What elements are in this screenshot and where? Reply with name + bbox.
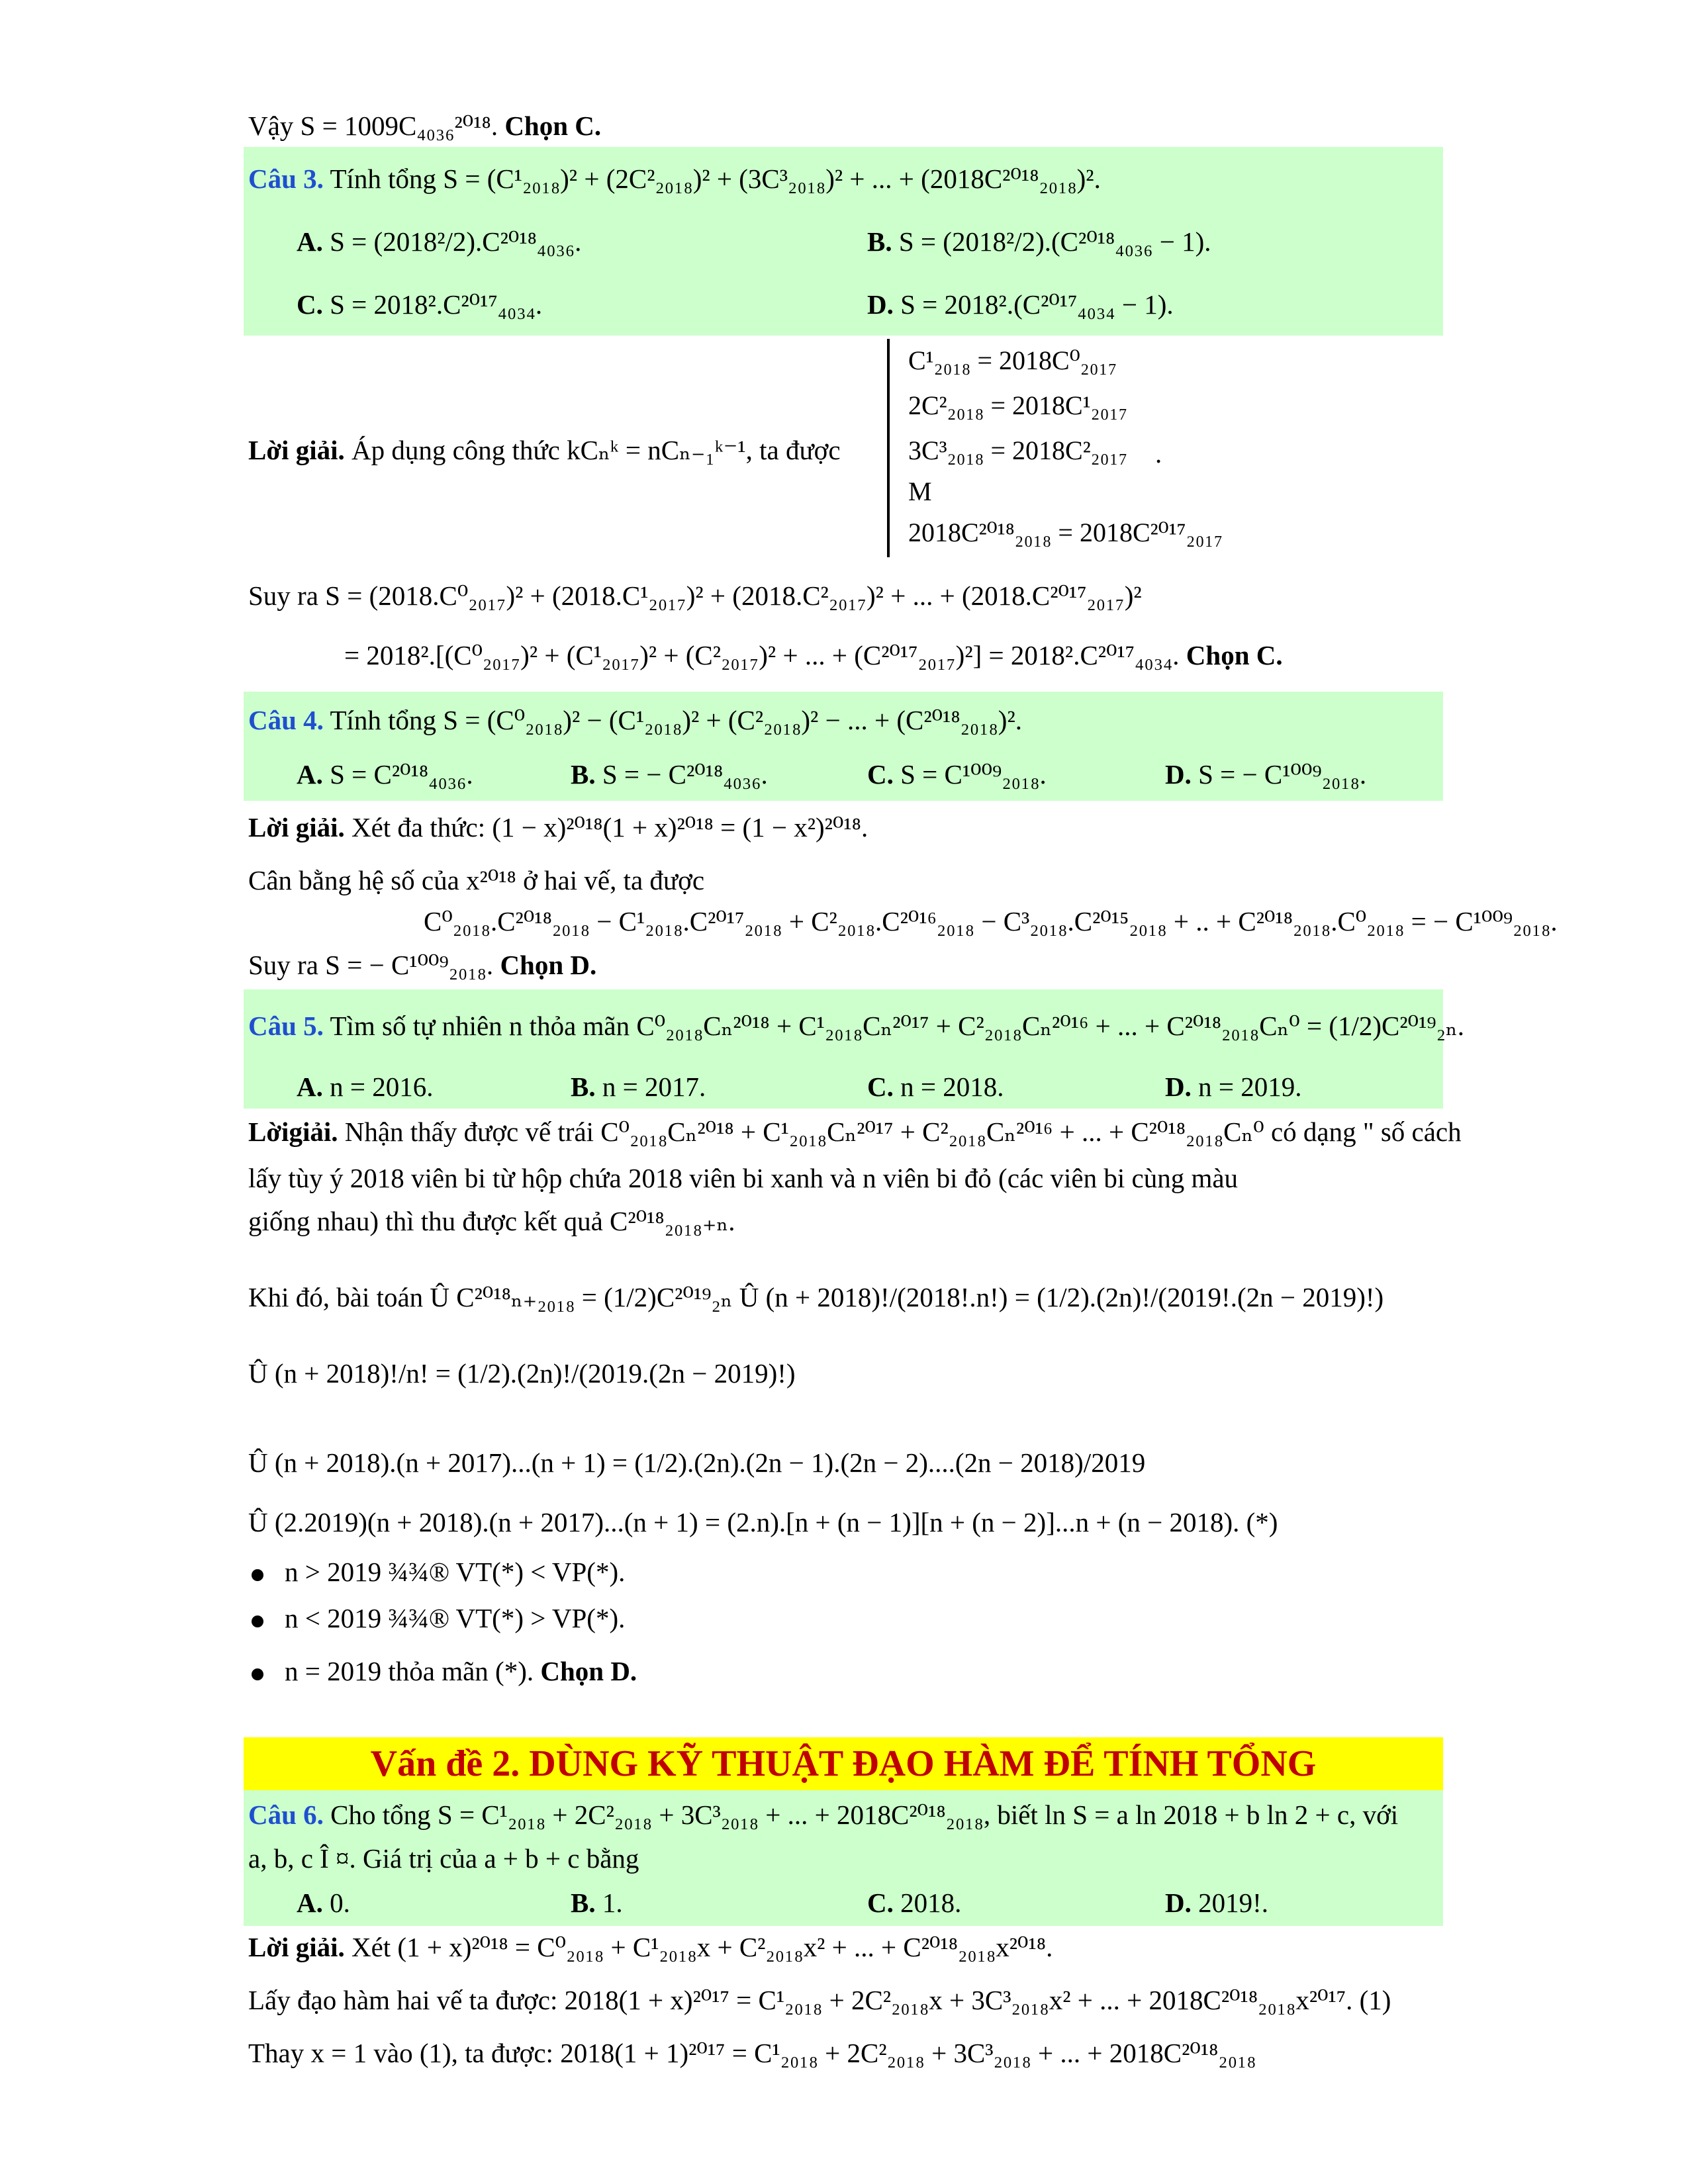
solution-text: Áp dụng công thức kCₙᵏ = nCₙ₋₁ᵏ⁻¹, ta được	[351, 435, 841, 465]
bullet-icon	[252, 1668, 263, 1680]
question-6-text: Cho tổng S = C¹₂₀₁₈ + 2C²₂₀₁₈ + 3C³₂₀₁₈ + ... + 2018C²⁰¹⁸₂₀₁₈, biết ln S = a ln 2018 + b ln 2 + c, với	[330, 1799, 1399, 1830]
solution-choice: Chọn D.	[500, 950, 597, 980]
question-6-stem	[248, 1795, 1398, 1835]
option-label: B.	[571, 1888, 596, 1918]
q5-option-b[interactable]	[571, 1067, 706, 1107]
option-text: 2018.	[900, 1888, 962, 1918]
option-label: C.	[867, 759, 894, 790]
question-4-text: Tính tổng S = (C⁰₂₀₁₈)² − (C¹₂₀₁₈)² + (C²₂₀₁₈)² − ... + (C²⁰¹⁸₂₀₁₈)².	[330, 705, 1022, 735]
option-text: S = (2018²/2).C²⁰¹⁸₄₀₃₆.	[330, 226, 582, 257]
section-title: Vấn đề 2. DÙNG KỸ THUẬT ĐẠO HÀM ĐỂ TÍNH TỔNG	[370, 1743, 1317, 1784]
solution-5-line-4: Khi đó, bài toán Û C²⁰¹⁸ₙ₊₂₀₁₈ = (1/2)C²⁰¹⁹₂ₙ Û (n + 2018)!/(2018!.n!) = (1/2).(2n)!/(2019!.(2n − 2019)!)	[248, 1282, 1384, 1312]
option-text: 0.	[330, 1888, 350, 1918]
question-6-text-2: a, b, c Î ¤. Giá trị của a + b + c bằng	[248, 1843, 639, 1874]
solution-4-line-3: C⁰₂₀₁₈.C²⁰¹⁸₂₀₁₈ − C¹₂₀₁₈.C²⁰¹⁷₂₀₁₈ + C²₂₀₁₈.C²⁰¹⁶₂₀₁₈ − C³₂₀₁₈.C²⁰¹⁵₂₀₁₈ + .. + C²⁰¹⁸₂₀₁₈.C⁰₂₀₁₈ = − C¹⁰⁰⁹₂₀₁₈.	[424, 906, 1558, 936]
solution-6-line-3: Thay x = 1 vào (1), ta được: 2018(1 + 1)²⁰¹⁷ = C¹₂₀₁₈ + 2C²₂₀₁₈ + 3C³₂₀₁₈ + ... + 2018C²⁰¹⁸₂₀₁₈	[248, 2038, 1256, 2068]
system-line: 2018C²⁰¹⁸₂₀₁₈ = 2018C²⁰¹⁷₂₀₁₇	[908, 518, 1223, 547]
option-text: S = 2018².(C²⁰¹⁷₄₀₃₄ − 1).	[900, 289, 1174, 320]
solution-label: Lời giải.	[248, 1932, 345, 1962]
solution-label: Lời giải.	[248, 812, 345, 842]
option-label: A.	[297, 1071, 323, 1102]
solution-label: Lời giải.	[248, 435, 345, 465]
q4-option-b[interactable]	[571, 754, 768, 794]
solution-text: = 2018².[(C⁰₂₀₁₇)² + (C¹₂₀₁₇)² + (C²₂₀₁₇)² + ... + (C²⁰¹⁷₂₀₁₇)²] = 2018².C²⁰¹⁷₄₀₃₄.	[344, 640, 1180, 670]
option-label: D.	[1165, 759, 1192, 790]
system-end: .	[1155, 438, 1162, 469]
solution-4-line-1	[248, 807, 868, 847]
option-label: B.	[571, 759, 596, 790]
solution-5-line-7: Û (2.2019)(n + 2018).(n + 2017)...(n + 1) = (2.n).[n + (n − 1)][n + (n − 2)]...n + (n − 2018). (*)	[248, 1507, 1278, 1537]
q4-option-d[interactable]	[1165, 754, 1366, 794]
question-3-text: Tính tổng S = (C¹₂₀₁₈)² + (2C²₂₀₁₈)² + (3C³₂₀₁₈)² + ... + (2018C²⁰¹⁸₂₀₁₈)².	[330, 163, 1101, 194]
option-label: B.	[571, 1071, 596, 1102]
question-5-label: Câu 5.	[248, 1011, 324, 1041]
option-label: D.	[1165, 1071, 1192, 1102]
solution-6-line-2: Lấy đạo hàm hai vế ta được: 2018(1 + x)²⁰¹⁷ = C¹₂₀₁₈ + 2C²₂₀₁₈x + 3C³₂₀₁₈x² + ... + 2018C²⁰¹⁸₂₀₁₈x²⁰¹⁷. (1)	[248, 1985, 1391, 2015]
question-6-label: Câu 6.	[248, 1799, 324, 1830]
system-line: C¹₂₀₁₈ = 2018C⁰₂₀₁₇	[908, 345, 1117, 375]
q6-option-a[interactable]	[297, 1883, 350, 1923]
bullet-text: n < 2019 ¾¾® VT(*) > VP(*).	[285, 1603, 626, 1633]
solution-6-line-1	[248, 1927, 1053, 1967]
option-label: A.	[297, 1888, 323, 1918]
question-4-stem	[248, 700, 1022, 740]
option-text: n = 2018.	[900, 1071, 1004, 1102]
option-label: D.	[1165, 1888, 1192, 1918]
option-label: C.	[297, 289, 323, 320]
option-text: S = 2018².C²⁰¹⁷₄₀₃₄.	[330, 289, 543, 320]
option-label: C.	[867, 1888, 894, 1918]
system-brace	[887, 339, 903, 557]
q3-option-c[interactable]	[297, 285, 542, 324]
bullet-3	[252, 1651, 637, 1691]
system-line: 3C³₂₀₁₈ = 2018C²₂₀₁₇	[908, 435, 1128, 465]
option-label: D.	[867, 289, 894, 320]
q4-option-a[interactable]	[297, 754, 473, 794]
prev-conclusion: Vậy S = 1009C₄₀₃₆²⁰¹⁸.	[248, 111, 498, 141]
bullet-2	[252, 1598, 625, 1638]
solution-5-line-5: Û (n + 2018)!/n! = (1/2).(2n)!/(2019.(2n − 2019)!)	[248, 1358, 796, 1388]
option-text: S = − C¹⁰⁰⁹₂₀₁₈.	[1198, 759, 1367, 790]
bullet-text: n > 2019 ¾¾® VT(*) < VP(*).	[285, 1557, 626, 1587]
q3-option-b[interactable]	[867, 222, 1211, 261]
q6-option-c[interactable]	[867, 1883, 961, 1923]
bullet-text: n = 2019 thỏa mãn (*).	[285, 1656, 534, 1686]
option-text: 1.	[602, 1888, 623, 1918]
solution-5-line-3: giống nhau) thì thu được kết quả C²⁰¹⁸₂₀₁₈₊ₙ.	[248, 1206, 735, 1236]
q3-option-a[interactable]	[297, 222, 581, 261]
q3-option-d[interactable]	[867, 285, 1174, 324]
option-text: S = C²⁰¹⁸₄₀₃₆.	[330, 759, 473, 790]
solution-5-line-6: Û (n + 2018).(n + 2017)...(n + 1) = (1/2).(2n).(2n − 1).(2n − 2)....(2n − 2018)/2019	[248, 1447, 1146, 1478]
section-banner	[244, 1737, 1443, 1790]
option-text: n = 2019.	[1198, 1071, 1302, 1102]
solution-text: Nhận thấy được vế trái C⁰₂₀₁₈Cₙ²⁰¹⁸ + C¹₂₀₁₈Cₙ²⁰¹⁷ + C²₂₀₁₈Cₙ²⁰¹⁶ + ... + C²⁰¹⁸₂₀₁₈Cₙ⁰ có dạng " số cách	[344, 1116, 1462, 1147]
option-text: n = 2016.	[330, 1071, 434, 1102]
bullet-icon	[252, 1569, 263, 1581]
solution-4-line-2: Cân bằng hệ số của x²⁰¹⁸ ở hai vế, ta được	[248, 865, 705, 895]
conclusion-line	[248, 106, 601, 146]
solution-text: Suy ra S = − C¹⁰⁰⁹₂₀₁₈.	[248, 950, 494, 980]
option-label: A.	[297, 226, 323, 257]
solution-5-line-1	[248, 1112, 1462, 1152]
option-label: C.	[867, 1071, 894, 1102]
option-text: S = (2018²/2).(C²⁰¹⁸₄₀₃₆ − 1).	[898, 226, 1211, 257]
q5-option-d[interactable]	[1165, 1067, 1301, 1107]
solution-text: Xét đa thức: (1 − x)²⁰¹⁸(1 + x)²⁰¹⁸ = (1 − x²)²⁰¹⁸.	[351, 812, 868, 842]
bullet-icon	[252, 1615, 263, 1627]
q5-option-a[interactable]	[297, 1067, 433, 1107]
solution-5-line-2: lấy tùy ý 2018 viên bi từ hộp chứa 2018 viên bi xanh và n viên bi đỏ (các viên bi cùng màu	[248, 1163, 1239, 1193]
option-text: S = C¹⁰⁰⁹₂₀₁₈.	[900, 759, 1047, 790]
option-text: 2019!.	[1198, 1888, 1269, 1918]
solution-choice: Chọn D.	[540, 1656, 637, 1686]
question-3-label: Câu 3.	[248, 163, 324, 194]
prev-choice: Chọn C.	[504, 111, 602, 141]
question-5-stem	[248, 1006, 1464, 1046]
q4-option-c[interactable]	[867, 754, 1047, 794]
solution-3-line-2: Suy ra S = (2018.C⁰₂₀₁₇)² + (2018.C¹₂₀₁₇)² + (2018.C²₂₀₁₇)² + ... + (2018.C²⁰¹⁷₂₀₁₇)²	[248, 580, 1142, 611]
system-line: M	[908, 477, 932, 506]
option-text: n = 2017.	[602, 1071, 706, 1102]
solution-4-line-4	[248, 945, 596, 985]
q6-option-b[interactable]	[571, 1883, 623, 1923]
option-text: S = − C²⁰¹⁸₄₀₃₆.	[602, 759, 768, 790]
question-3-stem	[248, 159, 1101, 199]
system-line: 2C²₂₀₁₈ = 2018C¹₂₀₁₇	[908, 390, 1128, 420]
solution-3-line-3	[344, 635, 1283, 675]
solution-choice: Chọn C.	[1186, 640, 1283, 670]
question-4-label: Câu 4.	[248, 705, 324, 735]
option-label: B.	[867, 226, 892, 257]
q5-option-c[interactable]	[867, 1067, 1004, 1107]
solution-label: Lờigiải.	[248, 1116, 338, 1147]
solution-text: Xét (1 + x)²⁰¹⁸ = C⁰₂₀₁₈ + C¹₂₀₁₈x + C²₂₀₁₈x² + ... + C²⁰¹⁸₂₀₁₈x²⁰¹⁸.	[351, 1932, 1053, 1962]
q6-option-d[interactable]	[1165, 1883, 1268, 1923]
bullet-1	[252, 1552, 625, 1592]
solution-3-intro	[248, 430, 841, 470]
question-5-text: Tìm số tự nhiên n thỏa mãn C⁰₂₀₁₈Cₙ²⁰¹⁸ + C¹₂₀₁₈Cₙ²⁰¹⁷ + C²₂₀₁₈Cₙ²⁰¹⁶ + ... + C²⁰¹⁸₂₀₁₈Cₙ⁰ = (1/2)C²⁰¹⁹₂ₙ.	[330, 1011, 1464, 1041]
option-label: A.	[297, 759, 323, 790]
